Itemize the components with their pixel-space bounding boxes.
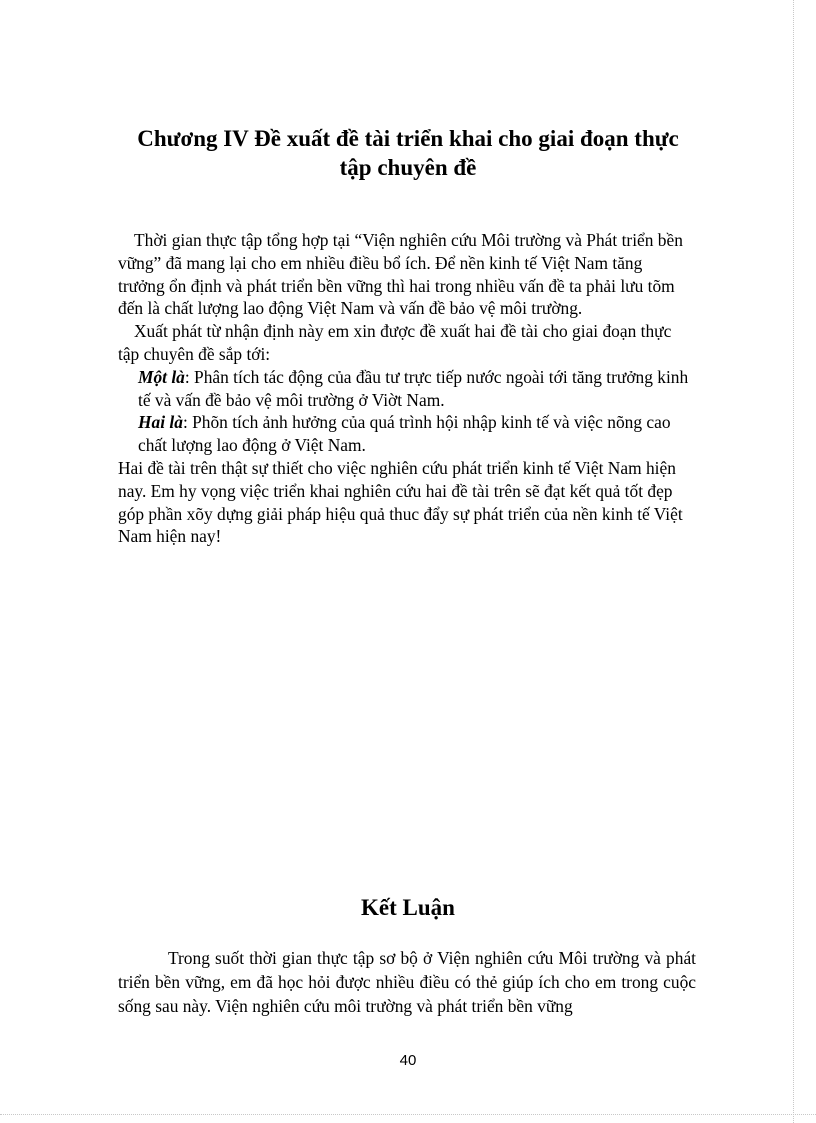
chapter-title (100, 124, 716, 182)
chapter-title-line2: tập chuyên đề (339, 155, 477, 180)
proposal-item-2 (118, 411, 690, 457)
chapter-title-line1: Chương IV Đề xuất đề tài triển khai cho giai đoạn thực (137, 126, 679, 151)
page-edge-right (793, 0, 794, 1123)
proposal-item-2-text: : Phõn tích ảnh hưởng của quá trình hội nhập kinh tế và việc nõng cao chất lượng lao động ở Việt Nam. (138, 412, 671, 456)
proposal-item-1-text: : Phân tích tác động của đầu tư trực tiếp nước ngoài tới tăng trưởng kinh tế và vấn đề bảo vệ môi trường ở Viờt Nam. (138, 366, 689, 410)
body-paragraph-2: Xuất phát từ nhận định này em xin được đề xuất hai đề tài cho giai đoạn thực tập chuyên đề sắp tới: (118, 321, 672, 364)
chapter-body (118, 229, 690, 548)
page-edge-bottom (0, 1114, 816, 1115)
proposal-item-1-label: Một là (138, 366, 185, 387)
proposal-item-1 (118, 366, 690, 412)
body-paragraph-3: Hai đề tài trên thật sự thiết cho việc nghiên cứu phát triển kinh tế Việt Nam hiện nay. Em hy vọng việc triển khai nghiên cứu hai đề tài trên sẽ đạt kết quả tốt đẹp góp phần xõy dựng giải pháp hiệu quả thuc đẩy sự phát triển của nền kinh tế Việt Nam hiện nay! (118, 457, 683, 547)
body-paragraph-1: Thời gian thực tập tổng hợp tại “Viện nghiên cứu Môi trường và Phát triển bền vững” đã mang lại cho em nhiều điều bổ ích. Để nền kinh tế Việt Nam tăng trưởng ổn định và phát triển bền vững thì hai trong nhiều vấn đề ta phải lưu tõm đến là chất lượng lao động Việt Nam và vấn đề bảo vệ môi trường. (118, 230, 683, 319)
proposal-item-2-label: Hai là (138, 412, 183, 433)
conclusion-title: Kết Luận (361, 895, 455, 920)
conclusion-paragraph: Trong suốt thời gian thực tập sơ bộ ở Viện nghiên cứu Môi trường và phát triển bền vững, em đã học hỏi được nhiều điều có thẻ giúp ích cho em trong cuộc sống sau này. Viện nghiên cứu môi trường và phát triển bền vững (118, 948, 696, 1016)
page-number: 40 (399, 1052, 417, 1069)
